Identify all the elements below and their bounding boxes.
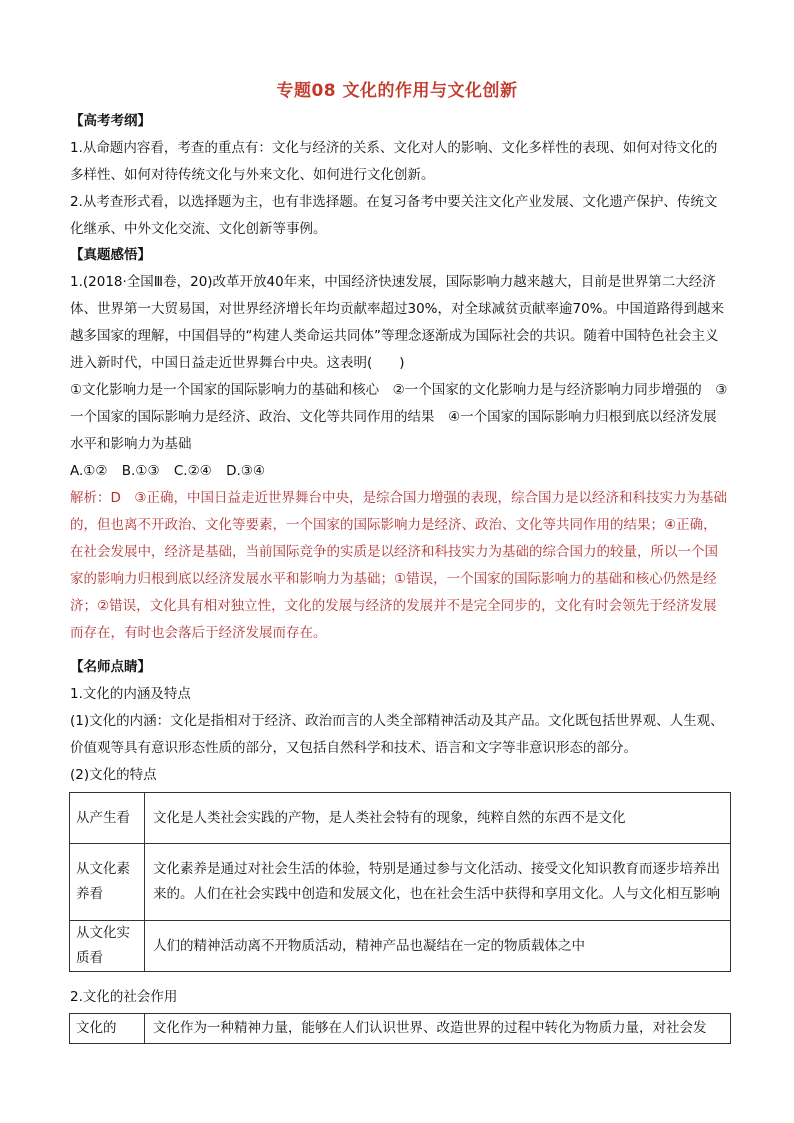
table-row xyxy=(70,1014,731,1044)
culture-connotation: (1)文化的内涵：文化是指相对于经济、政治而言的人类全部精神活动及其产品。文化既包括世界观、人生观、价值观等具有意识形态性质的部分，又包括自然科学和技术、语言和文字等非意识形态的部分。 xyxy=(70,713,724,756)
real-exam-section xyxy=(70,242,730,647)
row-body: 文化是人类社会实践的产物，是人类社会特有的现象，纯粹自然的东西不是文化 xyxy=(145,793,731,844)
culture-features-label: (2)文化的特点 xyxy=(70,767,157,783)
outline-item-1: 1.从命题内容看，考查的重点有：文化与经济的关系、文化对人的影响、文化多样性的表现、如何对待文化的多样性、如何对待传统文化与外来文化、如何进行文化创新。 xyxy=(70,140,718,183)
culture-role-table xyxy=(69,1013,731,1044)
teacher-subheading-2: 2.文化的社会作用 xyxy=(70,989,178,1005)
option-a: A.①② xyxy=(70,463,108,479)
exam-options xyxy=(70,458,730,485)
social-role-subheading-wrap xyxy=(70,984,730,1011)
culture-features-table xyxy=(69,792,731,972)
option-c: C.②④ xyxy=(173,463,212,479)
row-body: 人们的精神活动离不开物质活动，精神产品也凝结在一定的物质载体之中 xyxy=(145,921,731,972)
teacher-heading: 【名师点睛】 xyxy=(70,659,151,675)
outline-heading: 【高考考纲】 xyxy=(70,113,151,129)
option-d: D.③④ xyxy=(226,463,265,479)
teacher-section xyxy=(70,654,730,789)
row-body: 文化素养是通过对社会生活的体验，特别是通过参与文化活动、接受文化知识教育而逐步培养出来的。人们在社会实践中创造和发展文化，也在社会生活中获得和享用文化。人与文化相互影响 xyxy=(145,844,731,921)
outline-item-2: 2.从考查形式看，以选择题为主，也有非选择题。在复习备考中要关注文化产业发展、文化遗产保护、传统文化继承、中外文化交流、文化创新等事例。 xyxy=(70,194,718,237)
row-head: 文化的 xyxy=(70,1014,145,1044)
outline-section xyxy=(70,108,730,243)
row-head: 从文化素养看 xyxy=(70,844,145,921)
table-row xyxy=(70,844,731,921)
exam-statements: ①文化影响力是一个国家的国际影响力的基础和核心 ②一个国家的文化影响力是与经济影响力同步增强的 ③一个国家的国际影响力是经济、政治、文化等共同作用的结果 ④一个国家的国际影响力归根到底以经济发展水平和影响力为基础 xyxy=(70,382,728,452)
row-head: 从产生看 xyxy=(70,793,145,844)
page-title: 专题08 文化的作用与文化创新 xyxy=(276,81,518,101)
table-row xyxy=(70,921,731,972)
real-exam-heading: 【真题感悟】 xyxy=(70,247,151,263)
option-b: B.①③ xyxy=(121,463,160,479)
exam-analysis: 解析：D ③正确，中国日益走近世界舞台中央，是综合国力增强的表现，综合国力是以经济和科技实力为基础的，但也离不开政治、文化等要素，一个国家的国际影响力是经济、政治、文化等共同作用的结果；④正确，在社会发展中，经济是基础，当前国际竞争的实质是以经济和科技实力为基础的综合国力的较量，所以一个国家的影响力归根到底以经济发展水平和影响力为基础；①错误，一个国家的国际影响力的基础和核心仍然是经济；②错误，文化具有相对独立性，文化的发展与经济的发展并不是完全同步的，文化有时会领先于经济发展而存在，有时也会落后于经济发展而存在。 xyxy=(70,490,727,641)
teacher-subheading-1: 1.文化的内涵及特点 xyxy=(70,686,191,702)
row-head: 从文化实质看 xyxy=(70,921,145,972)
table-row xyxy=(70,793,731,844)
row-body: 文化作为一种精神力量，能够在人们认识世界、改造世界的过程中转化为物质力量，对社会发 xyxy=(145,1014,731,1044)
exam-question: 1.(2018·全国Ⅲ卷，20)改革开放40年来，中国经济快速发展，国际影响力越来越大，目前是世界第二大经济体、世界第一大贸易国，对世界经济增长年均贡献率超过30%，对全球减贫贡献率逾70%。中国道路得到越来越多国家的理解，中国倡导的“构建人类命运共同体”等理念逐渐成为国际社会的共识。随着中国特色社会主义进入新时代，中国日益走近世界舞台中央。这表明( ) xyxy=(70,274,725,371)
